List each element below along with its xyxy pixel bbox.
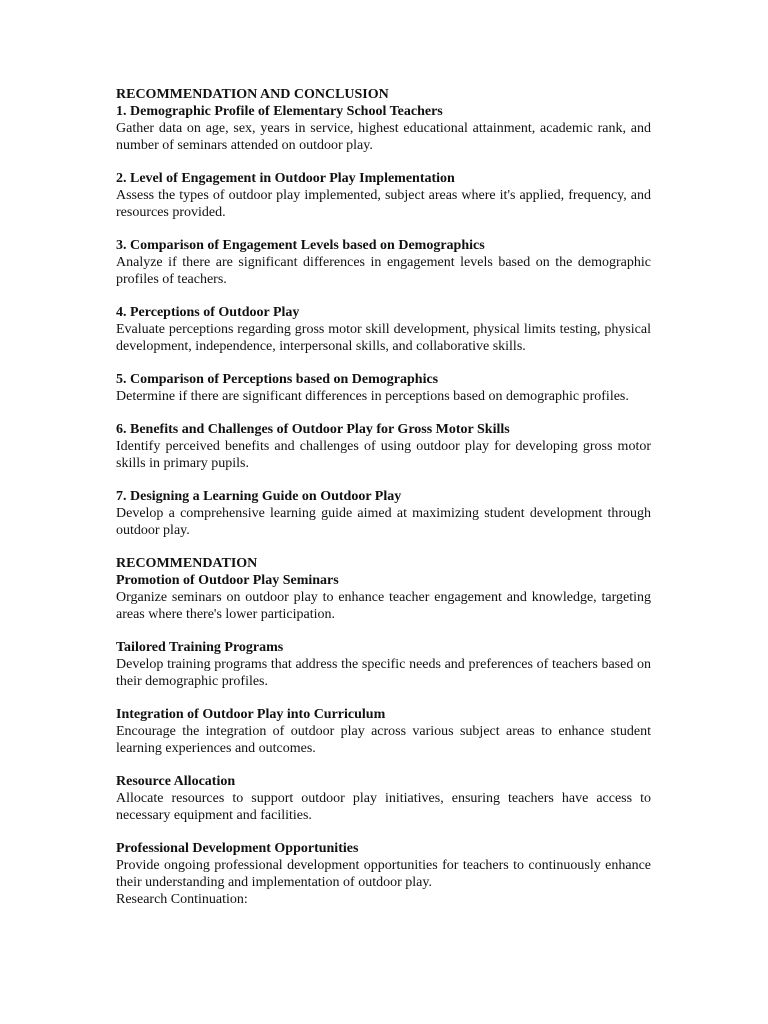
conclusion-heading: 3. Comparison of Engagement Levels based on Demographics [116,238,485,253]
trailing-line: Research Continuation: [116,892,248,907]
recommendation-heading: Resource Allocation [116,774,236,789]
conclusion-item-2 [116,170,651,221]
conclusion-heading: 1. Demographic Profile of Elementary School Teachers [116,104,443,119]
recommendation-item-3 [116,706,651,757]
recommendation-heading: Professional Development Opportunities [116,841,359,856]
conclusion-item-7 [116,488,651,539]
conclusion-body: Assess the types of outdoor play implemented, subject areas where it's applied, frequency, and resources provided. [116,188,651,220]
recommendation-body: Organize seminars on outdoor play to enhance teacher engagement and knowledge, targeting areas where there's lower participation. [116,590,651,622]
recommendation-item-4 [116,773,651,824]
conclusion-item-4 [116,304,651,355]
conclusion-item-1 [116,103,651,154]
conclusion-item-3 [116,237,651,288]
recommendation-item-5 [116,840,651,891]
recommendation-body: Encourage the integration of outdoor play across various subject areas to enhance student learning experiences and outcomes. [116,724,651,756]
recommendation-item-1 [116,572,651,623]
recommendation-heading: Tailored Training Programs [116,640,284,655]
conclusion-body: Gather data on age, sex, years in service, highest educational attainment, academic rank, and number of seminars attended on outdoor play. [116,121,651,153]
conclusion-item-6 [116,421,651,472]
conclusion-body: Evaluate perceptions regarding gross motor skill development, physical limits testing, physical development, independence, interpersonal skills, and collaborative skills. [116,322,651,354]
conclusion-heading: 7. Designing a Learning Guide on Outdoor Play [116,489,402,504]
document-title: RECOMMENDATION AND CONCLUSION [116,87,389,102]
recommendation-heading: Integration of Outdoor Play into Curriculum [116,707,386,722]
conclusion-body: Determine if there are significant differences in perceptions based on demographic profiles. [116,389,629,404]
recommendation-item-2 [116,639,651,690]
recommendation-title: RECOMMENDATION [116,556,258,571]
conclusion-heading: 2. Level of Engagement in Outdoor Play Implementation [116,171,455,186]
conclusion-heading: 4. Perceptions of Outdoor Play [116,305,300,320]
conclusion-body: Analyze if there are significant differences in engagement levels based on the demographic profiles of teachers. [116,255,651,287]
document-page [116,86,651,908]
conclusion-heading: 6. Benefits and Challenges of Outdoor Play for Gross Motor Skills [116,422,510,437]
conclusion-body: Develop a comprehensive learning guide aimed at maximizing student development through outdoor play. [116,506,651,538]
conclusion-body: Identify perceived benefits and challenges of using outdoor play for developing gross motor skills in primary pupils. [116,439,651,471]
recommendation-body: Allocate resources to support outdoor play initiatives, ensuring teachers have access to necessary equipment and facilities. [116,791,651,823]
recommendation-heading: Promotion of Outdoor Play Seminars [116,573,339,588]
conclusion-heading: 5. Comparison of Perceptions based on Demographics [116,372,439,387]
recommendation-body: Provide ongoing professional development opportunities for teachers to continuously enhance their understanding and implementation of outdoor play. [116,858,651,890]
conclusion-item-5 [116,371,651,405]
recommendation-body: Develop training programs that address the specific needs and preferences of teachers based on their demographic profiles. [116,657,651,689]
